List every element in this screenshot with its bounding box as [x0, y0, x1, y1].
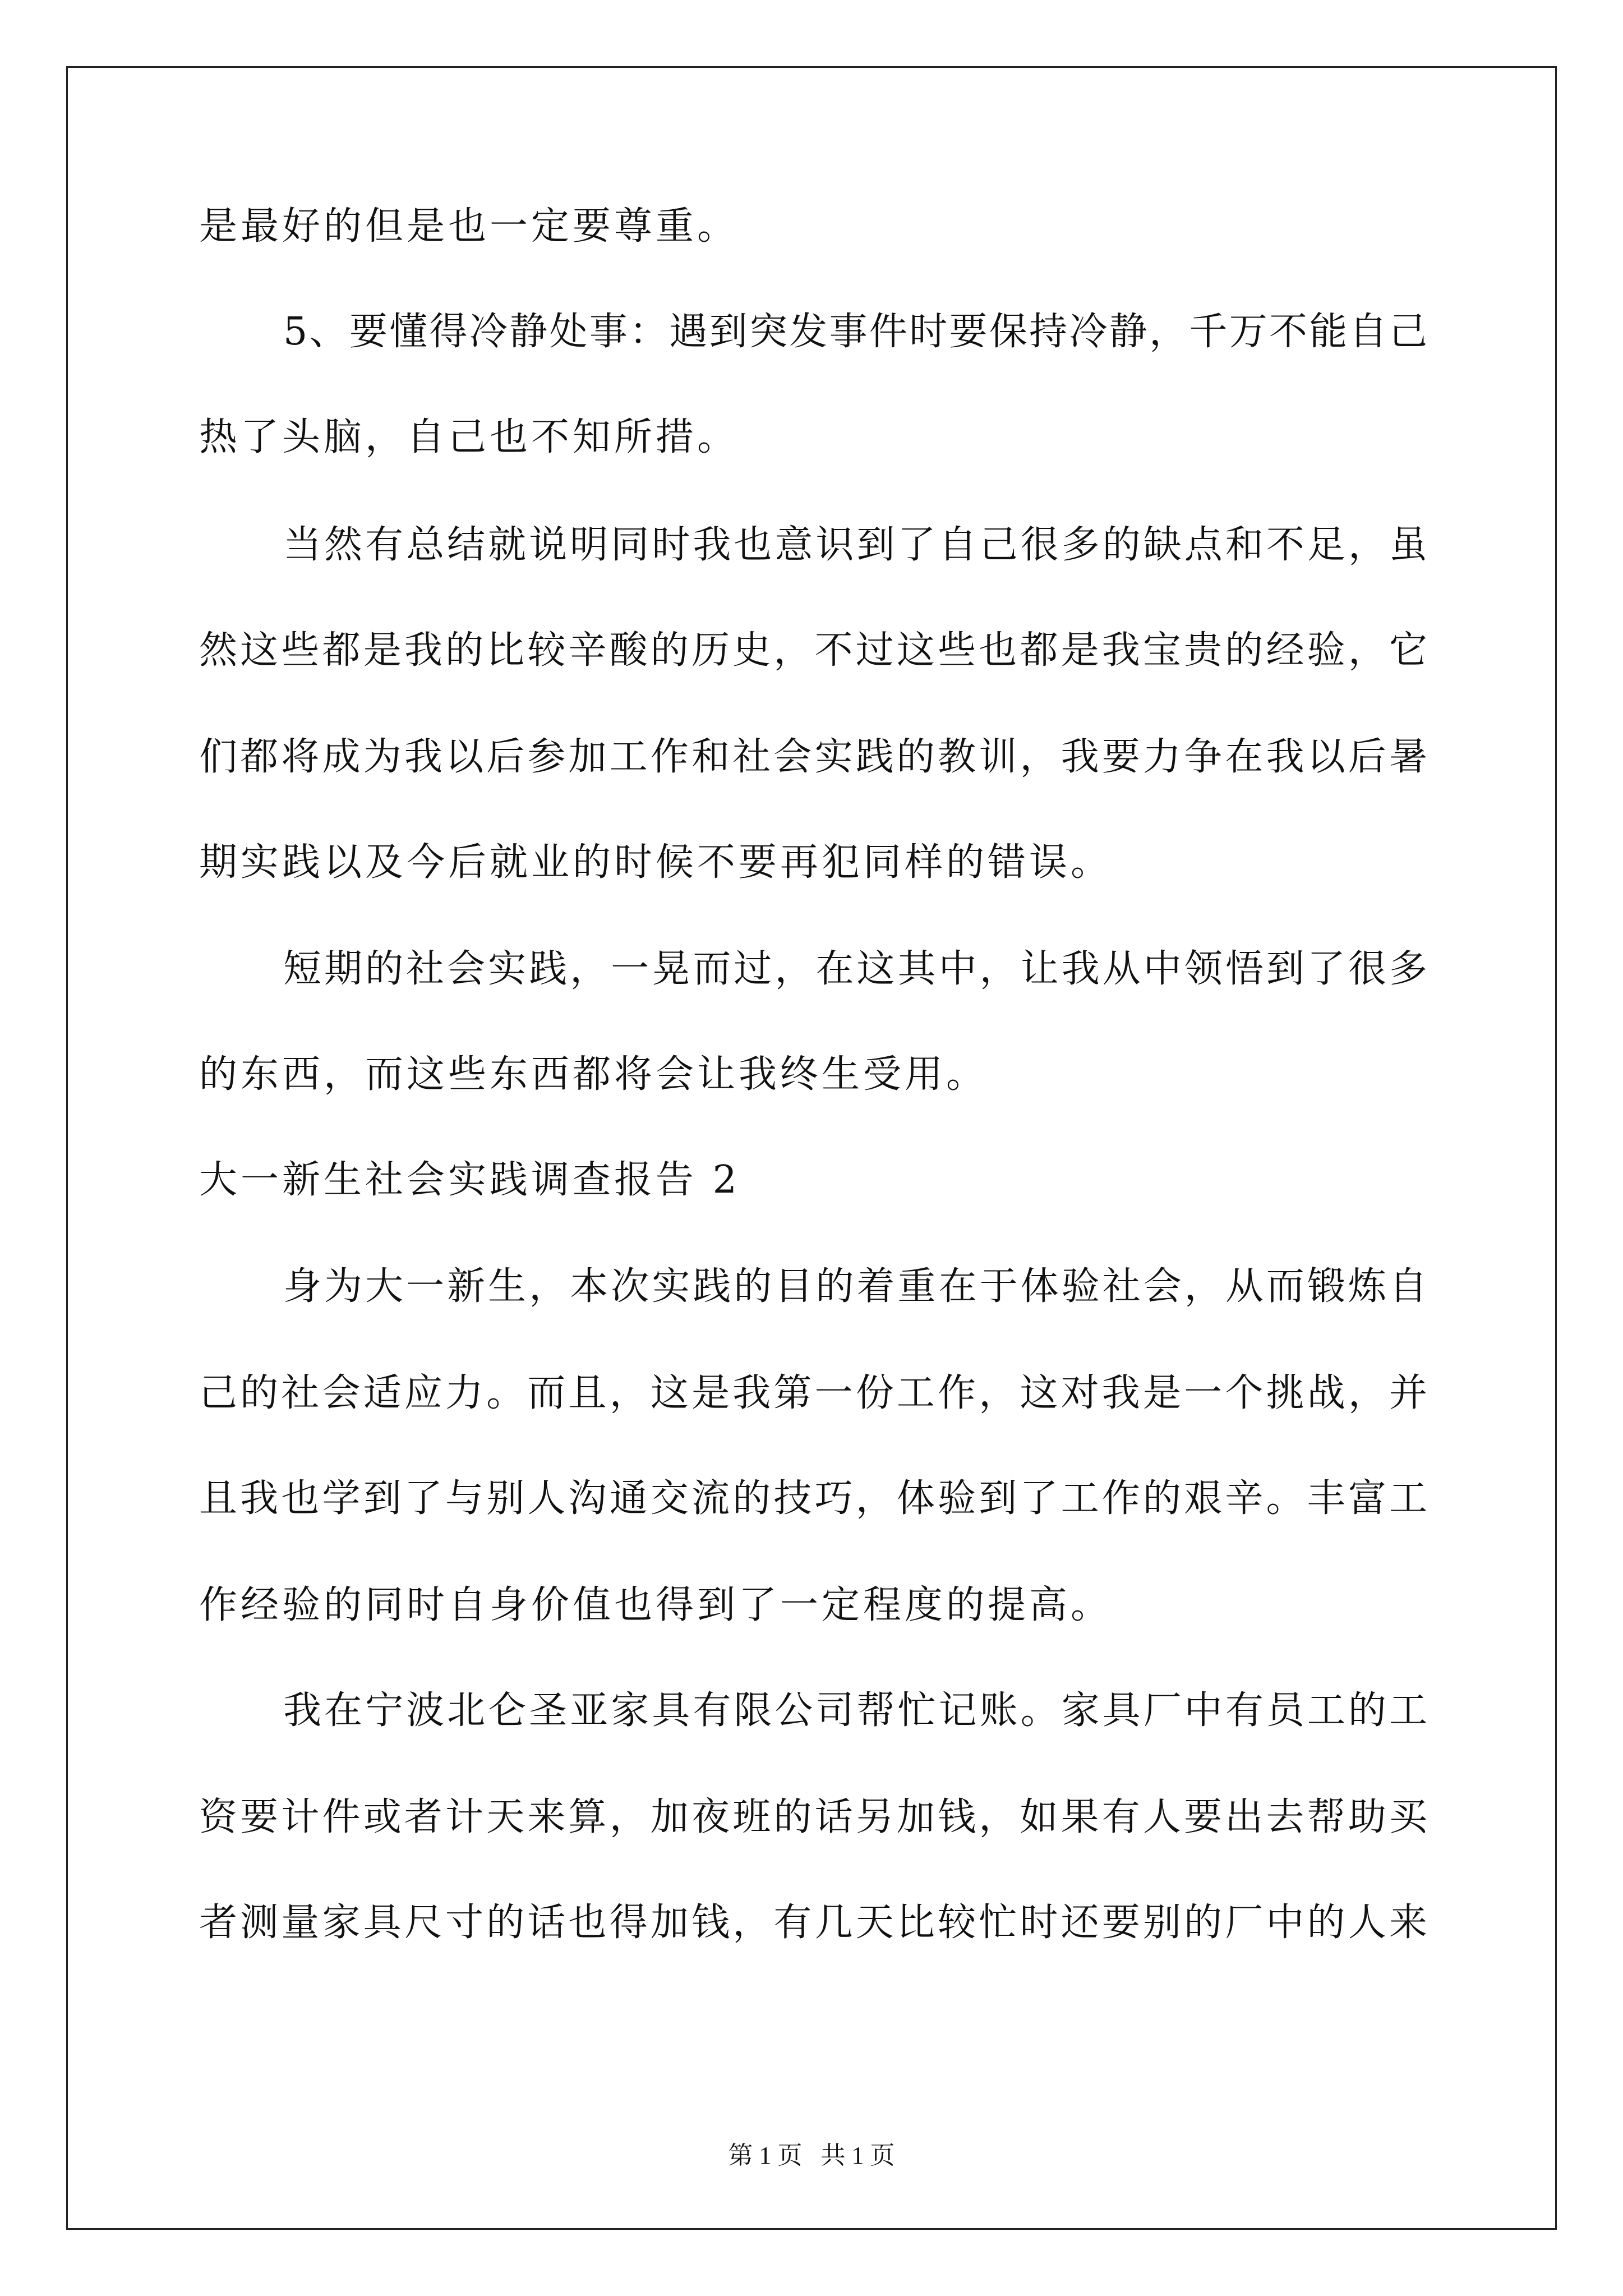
- text-line: 期实践以及今后就业的时候不要再犯同样的错误。: [199, 840, 1113, 885]
- text-line: 是最好的但是也一定要尊重。: [199, 204, 739, 249]
- text-line: 当然有总结就说明同时我也意识到了自己很多的缺点和不足，虽: [283, 523, 1427, 567]
- text-line: 身为大一新生，本次实践的目的着重在于体验社会，从而锻炼自: [283, 1264, 1427, 1309]
- text-line: 热了头脑，自己也不知所措。: [199, 415, 739, 459]
- text-line: 者测量家具尺寸的话也得加钱，有几天比较忙时还要别的厂中的人来: [199, 1901, 1427, 1945]
- text-line: 们都将成为我以后参加工作和社会实践的教训，我要力争在我以后暑: [199, 735, 1427, 779]
- text-line: 短期的社会实践，一晃而过，在这其中，让我从中领悟到了很多: [283, 947, 1427, 991]
- text-line: 作经验的同时自身价值也得到了一定程度的提高。: [199, 1583, 1113, 1627]
- text-line: 5、要懂得冷静处事：遇到突发事件时要保持冷静，千万不能自己: [283, 310, 1427, 354]
- text-line: 的东西，而这些东西都将会让我终生受用。: [199, 1052, 988, 1097]
- section-heading: 大一新生社会实践调查报告 2: [199, 1158, 740, 1202]
- text-line: 然这些都是我的比较辛酸的历史，不过这些也都是我宝贵的经验，它: [199, 628, 1427, 673]
- text-line: 且我也学到了与别人沟通交流的技巧，体验到了工作的艰辛。丰富工: [199, 1476, 1427, 1521]
- text-line: 我在宁波北仑圣亚家具有限公司帮忙记账。家具厂中有员工的工: [283, 1688, 1427, 1733]
- text-line: 资要计件或者计天来算，加夜班的话另加钱，如果有人要出去帮助买: [199, 1795, 1427, 1839]
- page-footer: 第 1 页 共 1 页: [728, 2142, 895, 2169]
- text-line: 己的社会适应力。而且，这是我第一份工作，这对我是一个挑战，并: [199, 1371, 1427, 1415]
